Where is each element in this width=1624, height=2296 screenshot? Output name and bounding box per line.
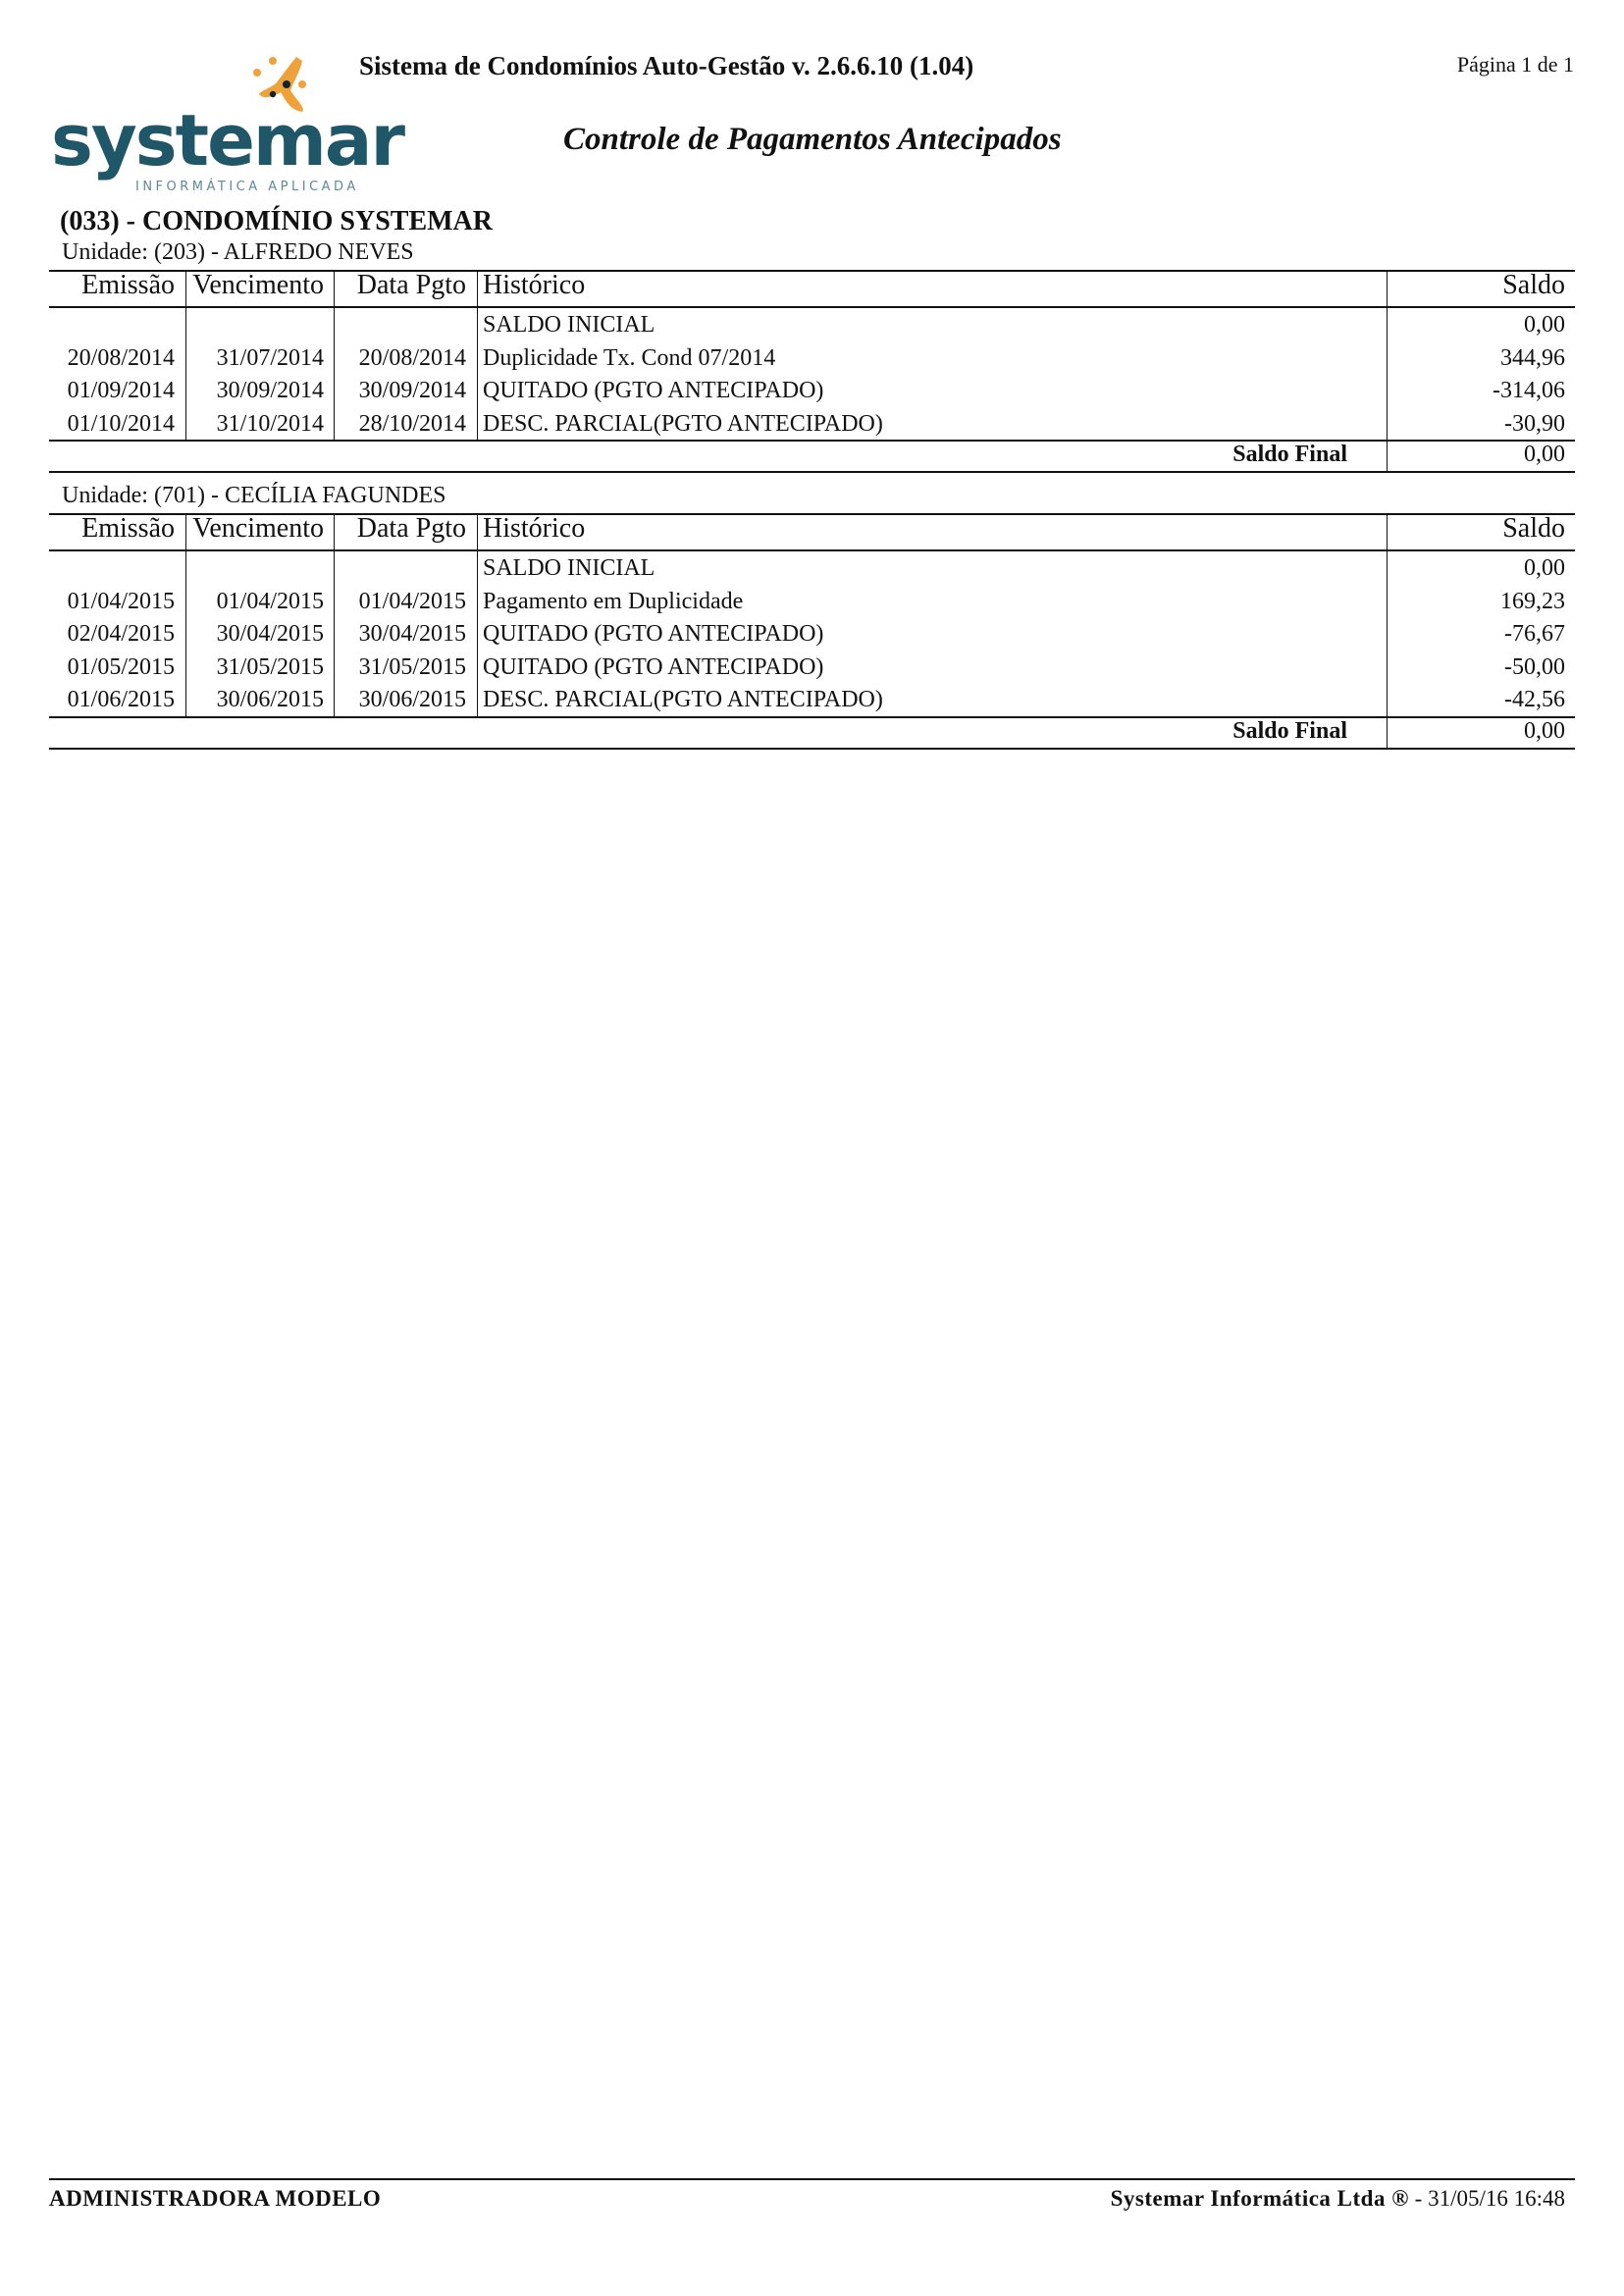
cell-vencimento: 30/06/2015	[216, 687, 324, 713]
col-vencimento: Vencimento	[192, 270, 324, 300]
svg-text:systemar: systemar	[51, 99, 404, 182]
cell-saldo: -42,56	[1504, 687, 1565, 713]
col-emissao: Emissão	[81, 513, 175, 544]
saldo-final-label: Saldo Final	[1232, 717, 1347, 744]
saldo-final-row	[49, 440, 1575, 473]
cell-saldo: 169,23	[1500, 588, 1565, 614]
saldo-final-row	[49, 716, 1575, 750]
table-header	[49, 513, 1575, 551]
col-saldo: Saldo	[1502, 270, 1565, 300]
cell-historico: DESC. PARCIAL(PGTO ANTECIPADO)	[483, 410, 883, 437]
cell-historico: SALDO INICIAL	[483, 555, 655, 581]
cell-historico: Pagamento em Duplicidade	[483, 588, 744, 614]
table-row	[49, 683, 1575, 716]
unit-label: Unidade: (203) - ALFREDO NEVES	[62, 239, 414, 265]
table-body	[49, 551, 1575, 716]
unit-table	[49, 513, 1575, 750]
table-row	[49, 585, 1575, 618]
cell-emissao: 02/04/2015	[67, 621, 175, 648]
footer-timestamp: 31/05/16 16:48	[1428, 2186, 1565, 2211]
table-header	[49, 270, 1575, 308]
cell-historico: DESC. PARCIAL(PGTO ANTECIPADO)	[483, 687, 883, 713]
footer-divider	[49, 2178, 1575, 2180]
cell-saldo: -50,00	[1504, 653, 1565, 680]
col-historico: Histórico	[483, 513, 586, 544]
saldo-final-label: Saldo Final	[1232, 442, 1347, 468]
cell-saldo: -30,90	[1504, 410, 1565, 437]
table-row	[49, 551, 1575, 585]
systemar-logo-icon	[49, 49, 404, 196]
cell-vencimento: 01/04/2015	[216, 588, 324, 614]
cell-emissao: 01/05/2015	[67, 653, 175, 680]
cell-emissao: 01/09/2014	[67, 378, 175, 404]
footer-administrator: ADMINISTRADORA MODELO	[49, 2186, 382, 2211]
table-row	[49, 617, 1575, 651]
cell-saldo: 0,00	[1524, 555, 1565, 581]
col-vencimento: Vencimento	[192, 513, 324, 544]
cell-data-pgto: 30/09/2014	[358, 378, 466, 404]
cell-vencimento: 30/09/2014	[216, 378, 324, 404]
cell-data-pgto: 30/06/2015	[358, 687, 466, 713]
footer-company-timestamp	[1111, 2186, 1565, 2212]
saldo-final-value: 0,00	[1524, 717, 1565, 744]
table-row	[49, 341, 1575, 375]
cell-data-pgto: 01/04/2015	[358, 588, 466, 614]
cell-emissao: 01/04/2015	[67, 588, 175, 614]
cell-historico: QUITADO (PGTO ANTECIPADO)	[483, 378, 824, 404]
system-title: Sistema de Condomínios Auto-Gestão v. 2.6.6.10 (1.04)	[359, 51, 974, 80]
cell-data-pgto: 20/08/2014	[358, 344, 466, 371]
table-row	[49, 374, 1575, 407]
cell-historico: Duplicidade Tx. Cond 07/2014	[483, 344, 776, 371]
cell-emissao: 01/10/2014	[67, 410, 175, 437]
cell-emissao: 01/06/2015	[67, 687, 175, 713]
cell-data-pgto: 28/10/2014	[358, 410, 466, 437]
cell-saldo: -314,06	[1493, 378, 1565, 404]
cell-emissao: 20/08/2014	[67, 344, 175, 371]
col-data-pgto: Data Pgto	[356, 513, 466, 544]
col-saldo: Saldo	[1502, 513, 1565, 544]
cell-saldo: -76,67	[1504, 621, 1565, 648]
table-row	[49, 651, 1575, 684]
table-row	[49, 407, 1575, 441]
cell-data-pgto: 30/04/2015	[358, 621, 466, 648]
unit-label: Unidade: (701) - CECÍLIA FAGUNDES	[62, 483, 446, 508]
cell-vencimento: 30/04/2015	[216, 621, 324, 648]
unit-table	[49, 270, 1575, 473]
cell-vencimento: 31/05/2015	[216, 653, 324, 680]
cell-saldo: 344,96	[1500, 344, 1565, 371]
page-number: Página 1 de 1	[1456, 52, 1574, 77]
cell-vencimento: 31/10/2014	[216, 410, 324, 437]
condominium-name: (033) - CONDOMÍNIO SYSTEMAR	[60, 206, 493, 236]
col-emissao: Emissão	[81, 270, 175, 300]
col-data-pgto: Data Pgto	[356, 270, 466, 300]
cell-historico: QUITADO (PGTO ANTECIPADO)	[483, 653, 824, 680]
table-body	[49, 308, 1575, 440]
footer-separator: -	[1408, 2186, 1429, 2211]
saldo-final-value: 0,00	[1524, 442, 1565, 468]
cell-historico: QUITADO (PGTO ANTECIPADO)	[483, 621, 824, 648]
col-historico: Histórico	[483, 270, 586, 300]
systemar-logo	[49, 49, 404, 196]
svg-text:INFORMÁTICA APLICADA: INFORMÁTICA APLICADA	[135, 180, 359, 194]
footer-company: Systemar Informática Ltda ®	[1110, 2186, 1409, 2211]
cell-saldo: 0,00	[1524, 312, 1565, 338]
report-title: Controle de Pagamentos Antecipados	[563, 122, 1062, 157]
cell-vencimento: 31/07/2014	[216, 344, 324, 371]
cell-historico: SALDO INICIAL	[483, 312, 655, 338]
table-row	[49, 308, 1575, 341]
cell-data-pgto: 31/05/2015	[358, 653, 466, 680]
